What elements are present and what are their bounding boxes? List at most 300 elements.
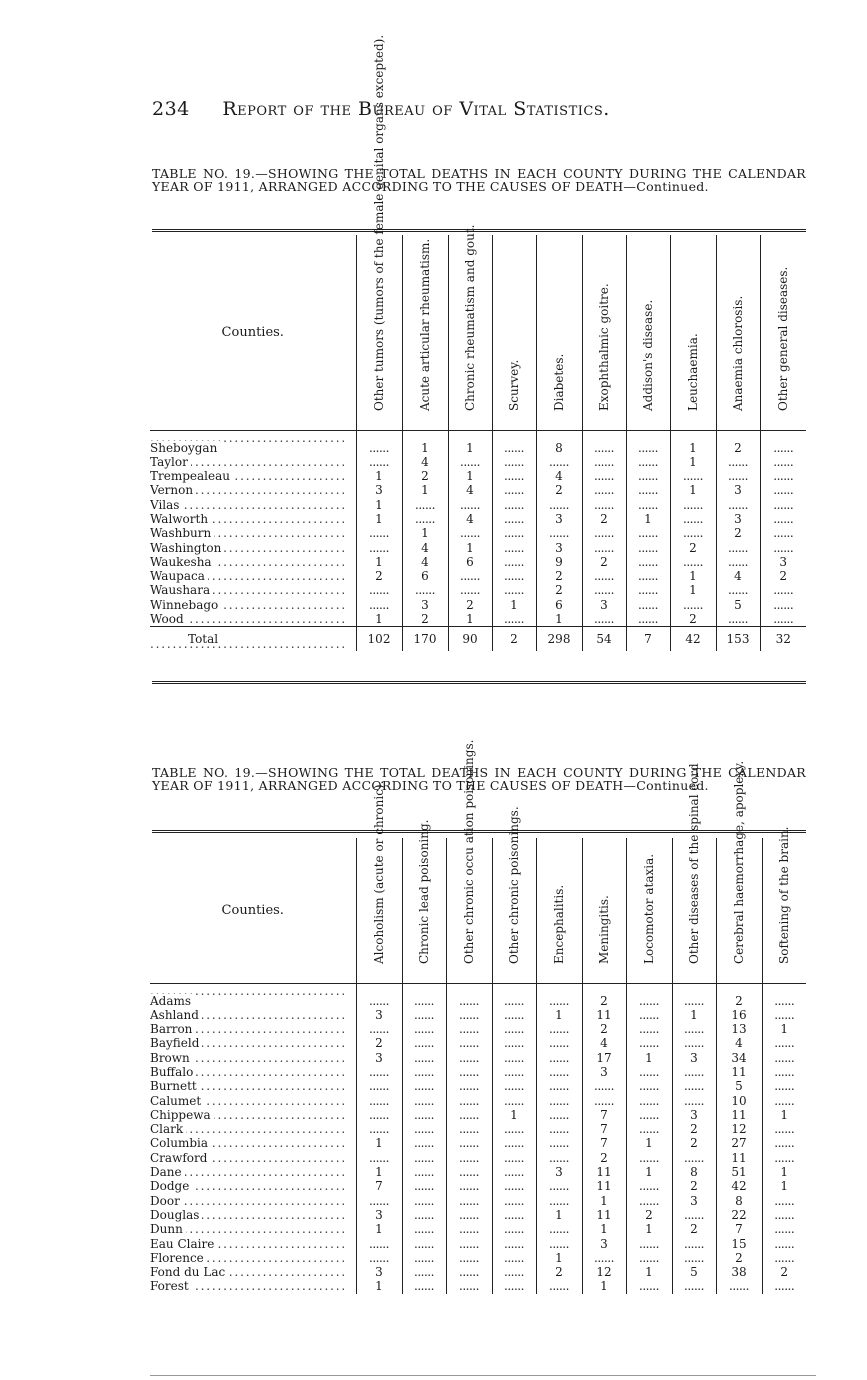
value-cell — [626, 983, 672, 1008]
value-cell: 5 — [672, 1265, 716, 1279]
county-cell — [150, 583, 356, 597]
value-cell — [492, 1251, 536, 1265]
column-header — [402, 235, 448, 430]
column-header — [716, 235, 760, 430]
value-cell — [670, 469, 716, 483]
value-cell: 7 — [582, 1108, 626, 1122]
value-cell — [492, 1151, 536, 1165]
table-row — [150, 1122, 806, 1136]
value-cell — [626, 1036, 672, 1050]
value-cell — [760, 526, 806, 540]
county-name: Brown — [150, 1051, 193, 1065]
value-cell — [492, 569, 536, 583]
value-cell — [446, 1008, 492, 1022]
value-cell — [492, 541, 536, 555]
value-cell — [536, 1136, 582, 1150]
value-cell: 3 — [672, 1194, 716, 1208]
value-cell: 1 — [762, 1022, 806, 1036]
value-cell: 8 — [536, 430, 582, 455]
value-cell — [760, 541, 806, 555]
value-cell — [760, 498, 806, 512]
table2-top-rule — [152, 830, 806, 833]
value-cell — [492, 469, 536, 483]
value-cell: 2 — [536, 569, 582, 583]
value-cell — [582, 583, 626, 597]
column-header-label: Other chronic poisonings. — [506, 806, 521, 964]
value-cell: 3 — [582, 1237, 626, 1251]
value-cell: 22 — [716, 1208, 762, 1222]
table-row — [150, 1265, 806, 1279]
value-cell: 8 — [716, 1194, 762, 1208]
value-cell — [492, 1165, 536, 1179]
value-cell: 1 — [670, 583, 716, 597]
value-cell: 2 — [670, 612, 716, 627]
value-cell: 4 — [536, 469, 582, 483]
value-cell: 1 — [402, 483, 448, 497]
county-cell — [150, 1179, 356, 1193]
table-row — [150, 983, 806, 1008]
value-cell: 2 — [716, 1251, 762, 1265]
value-cell — [536, 1036, 582, 1050]
table-row — [150, 1094, 806, 1108]
value-cell — [536, 1079, 582, 1093]
county-cell — [150, 1208, 356, 1222]
value-cell — [760, 583, 806, 597]
county-name: Eau Claire — [150, 1237, 217, 1251]
value-cell — [446, 1151, 492, 1165]
value-cell — [356, 1022, 402, 1036]
value-cell — [536, 1051, 582, 1065]
county-name: Waupaca — [150, 569, 208, 583]
table-row — [150, 512, 806, 526]
value-cell — [626, 1079, 672, 1093]
value-cell — [356, 1151, 402, 1165]
value-cell: 15 — [716, 1237, 762, 1251]
value-cell: 1 — [670, 430, 716, 455]
value-cell — [446, 1279, 492, 1293]
county-name: Washington — [150, 541, 224, 555]
value-cell — [760, 598, 806, 612]
value-cell — [626, 569, 670, 583]
value-cell: 7 — [716, 1222, 762, 1236]
value-cell — [672, 1151, 716, 1165]
value-cell — [492, 498, 536, 512]
table-row — [150, 541, 806, 555]
value-cell: 1 — [448, 541, 492, 555]
table-row — [150, 1151, 806, 1165]
value-cell — [492, 1222, 536, 1236]
value-cell — [762, 1094, 806, 1108]
page-number: 234 — [152, 98, 190, 120]
county-cell — [150, 1265, 356, 1279]
value-cell: 2 — [402, 612, 448, 627]
value-cell — [536, 1122, 582, 1136]
value-cell — [492, 1094, 536, 1108]
value-cell: 5 — [716, 598, 760, 612]
value-cell — [402, 498, 448, 512]
table-row — [150, 1022, 806, 1036]
county-name: Bayfield — [150, 1036, 202, 1050]
value-cell: 11 — [582, 1165, 626, 1179]
value-cell: 1 — [402, 526, 448, 540]
value-cell: 2 — [448, 598, 492, 612]
value-cell — [716, 541, 760, 555]
value-cell: 1 — [670, 483, 716, 497]
total-value: 7 — [626, 627, 670, 652]
value-cell — [672, 1094, 716, 1108]
value-cell: 5 — [716, 1079, 762, 1093]
county-cell — [150, 1237, 356, 1251]
value-cell — [492, 512, 536, 526]
value-cell — [492, 1008, 536, 1022]
column-header — [402, 819, 446, 983]
county-name: Sheboygan — [150, 441, 220, 455]
value-cell — [446, 1237, 492, 1251]
value-cell: 3 — [582, 598, 626, 612]
value-cell: 2 — [402, 469, 448, 483]
value-cell: 3 — [356, 1051, 402, 1065]
value-cell: 1 — [762, 1108, 806, 1122]
value-cell — [626, 1065, 672, 1079]
value-cell — [492, 526, 536, 540]
value-cell — [356, 983, 402, 1008]
value-cell — [446, 1036, 492, 1050]
value-cell — [492, 1051, 536, 1065]
table-row — [150, 430, 806, 455]
value-cell — [536, 455, 582, 469]
value-cell — [536, 983, 582, 1008]
county-cell — [150, 598, 356, 612]
column-header — [672, 763, 716, 983]
county-cell — [150, 1222, 356, 1236]
value-cell — [716, 583, 760, 597]
table-row — [150, 1079, 806, 1093]
table-row — [150, 598, 806, 612]
value-cell — [492, 1194, 536, 1208]
value-cell — [762, 1151, 806, 1165]
value-cell: 2 — [582, 555, 626, 569]
value-cell — [402, 1194, 446, 1208]
column-header-label: Other general diseases. — [776, 266, 790, 411]
value-cell — [492, 1136, 536, 1150]
county-cell — [150, 612, 356, 627]
county-name: Door — [150, 1194, 183, 1208]
value-cell: 3 — [716, 512, 760, 526]
value-cell: 1 — [536, 1251, 582, 1265]
value-cell: 1 — [536, 1008, 582, 1022]
county-cell — [150, 1251, 356, 1265]
county-name: Vilas — [150, 498, 182, 512]
value-cell — [626, 1094, 672, 1108]
value-cell — [626, 1279, 672, 1293]
value-cell — [626, 555, 670, 569]
county-cell — [150, 1279, 356, 1293]
value-cell: 7 — [356, 1179, 402, 1193]
value-cell: 11 — [716, 1065, 762, 1079]
value-cell: 11 — [582, 1208, 626, 1222]
value-cell — [356, 1108, 402, 1122]
value-cell — [582, 569, 626, 583]
column-header — [448, 224, 492, 430]
column-header — [626, 838, 672, 983]
county-name: Wood — [150, 612, 187, 626]
total-value: 54 — [582, 627, 626, 652]
value-cell — [402, 983, 446, 1008]
table1-caption: TABLE NO. 19.—SHOWING THE TOTAL DEATHS IN EACH COUNTY DURING THE CALENDAR YEAR OF 1911, ARRANGED ACCORDING TO THE CAUSES OF DEATH—Continued. — [152, 166, 806, 194]
total-label-cell — [150, 627, 356, 652]
value-cell — [402, 1094, 446, 1108]
value-cell: 7 — [582, 1122, 626, 1136]
value-cell — [492, 1079, 536, 1093]
value-cell — [402, 1265, 446, 1279]
table-row — [150, 1251, 806, 1265]
value-cell — [356, 455, 402, 469]
column-header-label: Scurvey. — [506, 359, 521, 411]
value-cell — [446, 983, 492, 1008]
value-cell — [356, 1065, 402, 1079]
value-cell — [446, 1051, 492, 1065]
column-header-label: Chronic lead poisoning. — [416, 819, 431, 964]
value-cell — [492, 1122, 536, 1136]
value-cell: 3 — [672, 1051, 716, 1065]
table-row — [150, 498, 806, 512]
value-cell — [492, 583, 536, 597]
value-cell — [402, 1065, 446, 1079]
value-cell: 1 — [356, 612, 402, 627]
value-cell: 2 — [582, 1151, 626, 1165]
table1-top-rule — [152, 229, 806, 232]
value-cell: 1 — [762, 1179, 806, 1193]
value-cell: 17 — [582, 1051, 626, 1065]
county-name: Chippewa — [150, 1108, 214, 1122]
value-cell: 1 — [448, 612, 492, 627]
value-cell — [402, 1051, 446, 1065]
column-header — [536, 235, 582, 430]
value-cell — [626, 526, 670, 540]
value-cell: 1 — [762, 1165, 806, 1179]
table-row — [150, 583, 806, 597]
county-cell — [150, 512, 356, 526]
value-cell: 2 — [670, 541, 716, 555]
value-cell — [356, 1094, 402, 1108]
column-header-label: Leuchaemia. — [685, 333, 700, 411]
value-cell: 2 — [536, 583, 582, 597]
value-cell — [760, 612, 806, 627]
value-cell — [626, 612, 670, 627]
county-name: Dodge — [150, 1179, 192, 1193]
value-cell — [492, 430, 536, 455]
table-row — [150, 1008, 806, 1022]
table-row — [150, 526, 806, 540]
value-cell — [626, 541, 670, 555]
value-cell: 2 — [672, 1122, 716, 1136]
value-cell: 1 — [356, 555, 402, 569]
value-cell — [670, 526, 716, 540]
value-cell — [672, 1251, 716, 1265]
value-cell — [762, 1008, 806, 1022]
value-cell — [402, 1279, 446, 1293]
county-name: Fond du Lac — [150, 1265, 228, 1279]
county-name: Walworth — [150, 512, 211, 526]
column-header-label: Diabetes. — [551, 353, 566, 411]
column-header-label: Addison's disease. — [640, 299, 655, 411]
value-cell — [536, 1108, 582, 1122]
total-value: 2 — [492, 627, 536, 652]
value-cell — [402, 1251, 446, 1265]
value-cell — [402, 512, 448, 526]
county-name: Forest — [150, 1279, 192, 1293]
value-cell — [446, 1208, 492, 1222]
total-label: Total — [150, 632, 221, 646]
value-cell — [760, 455, 806, 469]
county-cell — [150, 1151, 356, 1165]
value-cell: 1 — [626, 1136, 672, 1150]
county-name: Taylor — [150, 455, 191, 469]
value-cell — [492, 1279, 536, 1293]
value-cell — [356, 541, 402, 555]
value-cell — [402, 1222, 446, 1236]
value-cell: 3 — [582, 1065, 626, 1079]
value-cell — [446, 1079, 492, 1093]
column-header-label: Locomotor ataxia. — [641, 853, 656, 964]
value-cell — [760, 469, 806, 483]
value-cell — [402, 1151, 446, 1165]
value-cell: 11 — [716, 1108, 762, 1122]
value-cell — [762, 1051, 806, 1065]
value-cell: 1 — [536, 612, 582, 627]
county-cell — [150, 1136, 356, 1150]
value-cell: 4 — [402, 555, 448, 569]
total-row — [150, 627, 806, 652]
value-cell: 3 — [536, 512, 582, 526]
value-cell — [582, 430, 626, 455]
total-value: 298 — [536, 627, 582, 652]
value-cell: 1 — [670, 455, 716, 469]
table-row — [150, 1051, 806, 1065]
value-cell — [356, 598, 402, 612]
value-cell — [672, 1079, 716, 1093]
county-cell — [150, 469, 356, 483]
column-header — [356, 34, 402, 430]
value-cell: 12 — [582, 1265, 626, 1279]
county-cell — [150, 1094, 356, 1108]
column-header — [582, 235, 626, 430]
value-cell: 1 — [492, 598, 536, 612]
column-header — [762, 826, 806, 983]
county-cell — [150, 1051, 356, 1065]
total-value: 42 — [670, 627, 716, 652]
value-cell — [626, 1108, 672, 1122]
value-cell — [716, 455, 760, 469]
value-cell — [356, 1251, 402, 1265]
county-cell — [150, 455, 356, 469]
value-cell — [762, 1237, 806, 1251]
value-cell — [626, 455, 670, 469]
table-row — [150, 1194, 806, 1208]
value-cell: 1 — [356, 512, 402, 526]
value-cell — [716, 498, 760, 512]
value-cell: 2 — [760, 569, 806, 583]
value-cell: 3 — [672, 1108, 716, 1122]
table-row — [150, 1065, 806, 1079]
value-cell — [762, 1079, 806, 1093]
value-cell — [626, 1122, 672, 1136]
value-cell — [356, 1194, 402, 1208]
column-header-label: Cerebral haemorrhage, apoplexy. — [731, 760, 746, 964]
county-name: Columbia — [150, 1136, 211, 1150]
value-cell — [402, 1208, 446, 1222]
value-cell — [626, 430, 670, 455]
column-header-label: Softening of the brain. — [777, 826, 791, 964]
value-cell: 2 — [762, 1265, 806, 1279]
county-name: Washburn — [150, 526, 214, 540]
value-cell: 1 — [402, 430, 448, 455]
value-cell — [446, 1094, 492, 1108]
value-cell: 3 — [356, 483, 402, 497]
value-cell: 42 — [716, 1179, 762, 1193]
value-cell — [582, 541, 626, 555]
value-cell — [536, 1222, 582, 1236]
value-cell: 1 — [356, 469, 402, 483]
value-cell — [672, 1279, 716, 1293]
value-cell: 1 — [536, 1208, 582, 1222]
value-cell: 1 — [356, 1165, 402, 1179]
value-cell — [672, 1036, 716, 1050]
value-cell: 4 — [716, 569, 760, 583]
value-cell: 1 — [356, 1279, 402, 1293]
value-cell: 12 — [716, 1122, 762, 1136]
value-cell: 38 — [716, 1265, 762, 1279]
value-cell: 1 — [448, 430, 492, 455]
value-cell — [492, 1022, 536, 1036]
value-cell — [446, 1165, 492, 1179]
column-header-label: Meningitis. — [596, 895, 611, 964]
value-cell — [448, 569, 492, 583]
table-row — [150, 1179, 806, 1193]
value-cell — [536, 1022, 582, 1036]
value-cell — [446, 1108, 492, 1122]
value-cell: 1 — [626, 512, 670, 526]
value-cell — [762, 1222, 806, 1236]
value-cell — [402, 1122, 446, 1136]
value-cell — [492, 1036, 536, 1050]
value-cell — [672, 1208, 716, 1222]
value-cell: 1 — [626, 1051, 672, 1065]
table-row — [150, 455, 806, 469]
total-value: 32 — [760, 627, 806, 652]
value-cell — [582, 469, 626, 483]
report-title: Report of the Bureau of Vital Statistics. — [222, 98, 610, 120]
value-cell — [356, 526, 402, 540]
value-cell — [582, 1094, 626, 1108]
value-cell — [762, 1194, 806, 1208]
value-cell: 3 — [760, 555, 806, 569]
value-cell: 1 — [582, 1279, 626, 1293]
value-cell — [536, 1065, 582, 1079]
value-cell — [356, 1122, 402, 1136]
value-cell: 4 — [582, 1036, 626, 1050]
value-cell — [760, 483, 806, 497]
value-cell — [536, 1279, 582, 1293]
county-name: Buffalo — [150, 1065, 196, 1079]
value-cell — [402, 1108, 446, 1122]
value-cell — [672, 983, 716, 1008]
county-cell — [150, 983, 356, 1008]
total-value: 170 — [402, 627, 448, 652]
value-cell — [672, 1065, 716, 1079]
value-cell: 4 — [716, 1036, 762, 1050]
value-cell: 1 — [448, 469, 492, 483]
